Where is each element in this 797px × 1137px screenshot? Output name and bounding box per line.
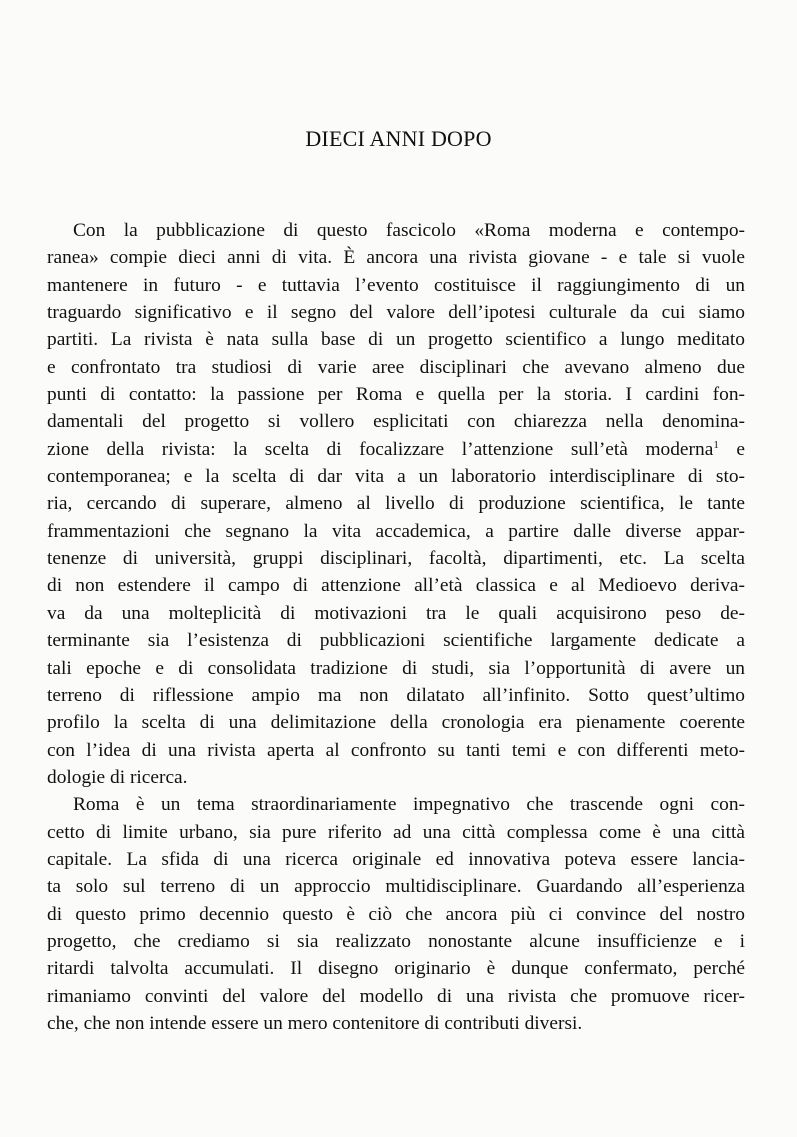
- text-line: punti di contatto: la passione per Roma e quella per la storia. I cardini fon-: [47, 384, 745, 406]
- body-text: [47, 217, 745, 1037]
- text-line: progetto, che crediamo si sia realizzato nonostante alcune insufficienze e i: [47, 930, 745, 952]
- text-line: tenenze di università, gruppi disciplinari, facoltà, dipartimenti, etc. La scelta: [47, 548, 745, 570]
- text-line: ta solo sul terreno di un approccio multidisciplinare. Guardando all’esperienza: [47, 876, 745, 898]
- footnote-tail-text: e: [718, 438, 745, 460]
- text-line: damentali del progetto si vollero esplicitati con chiarezza nella denomina-: [47, 411, 745, 433]
- text-line: di non estendere il campo di attenzione all’età classica e al Medioevo deriva-: [47, 575, 745, 597]
- text-line: capitale. La sfida di una ricerca originale ed innovativa poteva essere lancia-: [47, 848, 745, 870]
- text-line: traguardo significativo e il segno del valore dell’ipotesi culturale da cui siamo: [47, 302, 745, 324]
- text-line: va da una molteplicità di motivazioni tra le quali acquisirono peso de-: [47, 602, 745, 624]
- text-line: zione della rivista: la scelta di focalizzare l’attenzione sull’età moderna$^1$ e: [47, 438, 745, 460]
- text-line: ritardi talvolta accumulati. Il disegno originario è dunque confermato, perché: [47, 958, 745, 980]
- text-line: che, che non intende essere un mero contenitore di contributi diversi.: [47, 1012, 583, 1034]
- text-line: frammentazioni che segnano la vita accademica, a partire dalle diverse appar-: [47, 520, 745, 542]
- text-line: Con la pubblicazione di questo fascicolo «Roma moderna e contempo-: [73, 220, 745, 241]
- text-line: tali epoche e di consolidata tradizione di studi, sia l’opportunità di avere un: [47, 657, 745, 679]
- text-line: ranea» compie dieci anni di vita. È ancora una rivista giovane - e tale si vuole: [47, 247, 745, 269]
- text-line: rimaniamo convinti del valore del modello di una rivista che promuove ricer-: [47, 985, 745, 1007]
- text-line: dologie di ricerca.: [47, 766, 188, 788]
- text-line: Roma è un tema straordinariamente impegnativo che trascende ogni con-: [73, 794, 745, 816]
- text-line: e confrontato tra studiosi di varie aree disciplinari che avevano almeno due: [47, 356, 745, 378]
- paragraph-2: [47, 791, 745, 1037]
- text-line: profilo la scelta di una delimitazione della cronologia era pienamente coerente: [47, 712, 745, 734]
- text-line: cetto di limite urbano, sia pure riferito ad una città complessa come è una città: [47, 821, 745, 843]
- text-line: contemporanea; e la scelta di dar vita a un laboratorio interdisciplinare di sto-: [47, 466, 745, 488]
- text-line: di questo primo decennio questo è ciò che ancora più ci convince del nostro: [47, 903, 745, 925]
- text-line: terminante sia l’esistenza di pubblicazioni scientifiche largamente dedicate a: [47, 630, 745, 652]
- text-line: mantenere in futuro - e tuttavia l’evento costituisce il raggiungimento di un: [47, 274, 745, 296]
- footnote-ref: 1: [713, 438, 719, 451]
- text-line: partiti. La rivista è nata sulla base di un progetto scientifico a lungo meditato: [47, 329, 745, 351]
- text-line: terreno di riflessione ampio ma non dilatato all’infinito. Sotto quest’ultimo: [47, 684, 745, 706]
- paragraph-1: [47, 217, 745, 791]
- page-title: DIECI ANNI DOPO: [305, 126, 492, 151]
- text-line: con l’idea di una rivista aperta al confronto su tanti temi e con differenti meto-: [47, 739, 745, 761]
- text-line: ria, cercando di superare, almeno al livello di produzione scientifica, le tante: [47, 493, 745, 515]
